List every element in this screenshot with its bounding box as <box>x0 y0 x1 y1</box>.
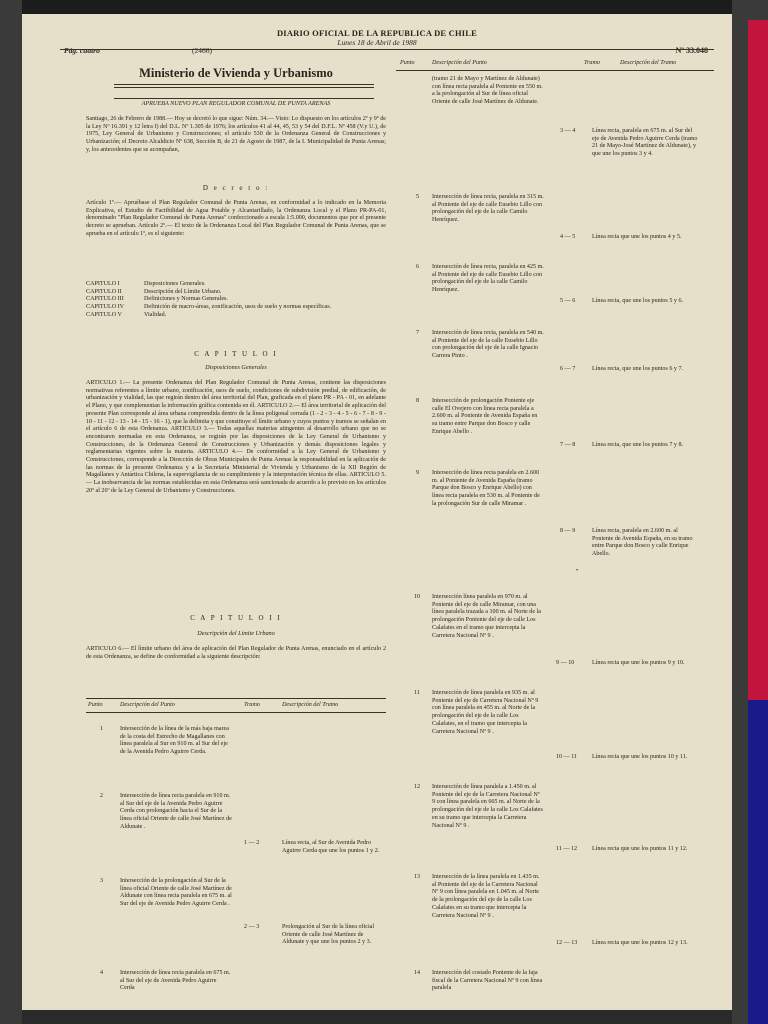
point-number: 8 <box>416 398 420 404</box>
segment-description: Línea recta, que une los puntos 5 y 6. <box>592 298 684 304</box>
point-description: Intersección de línea recta, paralela en 540 m. al Poniente del eje de la calle Eusebio Lillo con prolongación del eje de la calle Ignacio Carrera Pinto . <box>432 330 544 360</box>
segment-code: 1 — 2 <box>244 840 260 846</box>
decree-intro: Santiago, 26 de Febrero de 1988.— Hoy se decretó lo que sigue: Núm. 34.— Visto: Lo dispuesto en los artículos 2º y 9º de la Ley Nº 16.391 y 12 letra f) del D.L. Nº 1.305 de 1976; los artículos 41 al 44, 45, 53 y 54 del D.F.L. Nº 458 (V.y U.), de 1975, Ley General de Urbanismo y Construcciones; el artículo 530 de la Ordenanza General de Construcciones y Urbanización; el Decreto Alcaldicio Nº 638, Sección B, de 21 de Agosto de 1987, de la I. Municipalidad de Punta Arenas; y, los antecedentes que se acompañan, <box>86 116 386 153</box>
segment-description: Línea recta que une los puntos 11 y 12. <box>592 846 688 852</box>
segment-code: 7 — 8 <box>560 442 576 448</box>
point-number: 1 <box>100 726 104 732</box>
point-number: 13 <box>414 874 421 880</box>
ministry-title: Ministerio de Vivienda y Urbanismo <box>139 66 333 80</box>
col-desc-punto: Descripción del Punto <box>432 60 487 66</box>
point-description: Intersección del costado Poniente de la faja fiscal de la Carretera Nacional Nº 9 con línea paralela <box>432 970 543 992</box>
segment-code: 6 — 7 <box>560 366 576 372</box>
table-rule <box>86 712 386 713</box>
scan-border-left <box>0 0 22 1024</box>
point-description: Intersección de línea recta, paralela en 315 m. al Poniente del eje de calle Eusebio Lillo con prolongación del eje de la calle Camilo Henríquez. <box>432 194 544 224</box>
point-description-continued: (tramo 21 de Mayo y Martínez de Aldunate) con línea recta paralela al Poniente en 550 m. a la prolongación al Sur de línea oficial Oriente de calle José Martínez de Aldunate. <box>432 76 543 106</box>
left-column <box>86 54 386 1010</box>
chapter-1-title: C A P I T U L O I <box>194 350 278 358</box>
point-number: 12 <box>414 784 421 790</box>
article-6-text: ARTICULO 6.— El límite urbano del área de aplicación del Plan Regulador de Punta Arenas, enunciado en el artículo 2 de esta Ordenanza, se define de conformidad a la siguiente descripción: <box>86 646 386 660</box>
segment-description: Línea recta, que une los puntos 7 y 8. <box>592 442 684 448</box>
edition-code: (2466) <box>192 46 212 55</box>
col-punto: Punto <box>400 60 415 66</box>
chapter-2-subtitle: Descripción del Límite Urbano <box>197 630 275 637</box>
issue-date: Lunes 18 de Abril de 1988 <box>337 38 417 47</box>
col-punto: Punto <box>88 702 103 708</box>
point-description: Intersección línea paralela en 970 m. al Poniente del eje de calle Miramar, con una línea paralela trazada a 100 m. al Norte de la prolongación Poniente del eje de calle Los Calafates en el tramo que intercepta la Carretera Nacional Nº 9 . <box>432 594 541 639</box>
newspaper-name: DIARIO OFICIAL DE LA REPUBLICA DE CHILE <box>276 28 478 38</box>
point-description: Intersección de línea recta, paralela en 425 m. al Poniente del eje de calle Eusebio Lillo con prolongación del eje de la calle Camilo Henríquez. <box>432 264 544 294</box>
segment-code: 3 — 4 <box>560 128 576 134</box>
point-description: Intersección de la prolongación al Sur de la línea oficial Oriente de calle José Martínez de Aldunate con línea recta paralela en 675 m. al Sur del eje de Avenida Pedro Aguirre Cerda . <box>120 878 232 908</box>
col-desc-tramo: Descripción del Tramo <box>282 702 339 708</box>
binder-tab-lower <box>748 700 768 1024</box>
segment-description: Línea recta, al Sur de Avenida Pedro Aguirre Cerda que une los puntos 1 y 2. <box>282 840 380 854</box>
point-description: Intersección de la línea paralela en 1.435 m. al Poniente del eje de la Carretera Nacional Nº 9 con línea paralela en 1.045 m. al Norte de la prolongación del eje de la calle Los Calafates en su tramo que intercepta la Carretera Nacional Nº 9 . <box>432 874 540 919</box>
point-description: Intersección de línea recta paralela en 675 m. al Sur del eje de Avenida Pedro Aguirre Cerda <box>120 970 231 992</box>
point-number: 5 <box>416 194 420 200</box>
chapter-item: CAPITULO III Definiciones y Normas Generales. <box>86 296 228 303</box>
chapter-item: CAPITULO I Disposiciones Generales. <box>86 281 206 287</box>
divider <box>114 87 374 88</box>
chapter-item: CAPITULO II Descripción del Límite Urbano. <box>86 288 222 295</box>
chapter-item: CAPITULO IV Definición de macro-áreas, zonificación, usos de suelo y normas específicas. <box>86 304 332 311</box>
col-desc-tramo: Descripción del Tramo <box>620 60 677 66</box>
articles-intro: Artículo 1º.— Apruébase el Plan Regulador Comunal de Punta Arenas, en conformidad a lo indicado en la Memoria Explicativa, el Estudio de Factibilidad de Agua Potable y Alcantarillado, la Ordenanza Local y el Plano PR-PA-01, denominado "Plan Regulador Comunal de Punta Arenas" confeccionado a escala 1:5.000, documentos que por el presente decreto se aprueban. Artículo 2º.— El texto de la Ordenanza Local del Plan Regulador Comunal de Punta Arenas, que se aprueba en el artículo 1º, es el siguiente: <box>86 200 386 237</box>
col-tramo: Tramo <box>584 60 600 66</box>
point-number: 6 <box>416 264 420 270</box>
chapter-2-title: C A P I T U L O I I <box>190 614 282 622</box>
segment-code: 4 — 5 <box>560 234 576 240</box>
segment-code: 2 — 3 <box>244 924 260 930</box>
point-description: Intersección de línea paralela a 1.450 m. al Poniente del eje de la Carretera Nacional Nº 9 con línea paralela en 665 m. al Norte de la prolongación del eje de la calle Los Calafates en su tramo que intercepta la Carretera Nacional Nº 9 . <box>432 784 543 829</box>
table-rule <box>86 698 386 699</box>
col-desc-punto: Descripción del Punto <box>120 702 175 708</box>
page-label: Pág. cuatro <box>64 46 100 55</box>
divider <box>114 84 374 85</box>
masthead-divider <box>60 49 714 50</box>
chapter-1-subtitle: Disposiciones Generales <box>205 364 267 371</box>
segment-code: 10 — 11 <box>556 754 578 760</box>
segment-description: Línea recta que une los puntos 10 y 11. <box>592 754 688 760</box>
segment-description: Línea recta que une los puntos 4 y 5. <box>592 234 682 240</box>
point-description: Intersección de prolongación Poniente eje calle El Ovejero con línea recta paralela a 2.600 m. al Poniente de Avenida España en su tramo entre Parque don Bosco y calle Enrique Abello . <box>432 398 538 435</box>
segment-description: Línea recta que une los puntos 9 y 10. <box>592 660 685 666</box>
segment-description: Línea recta, paralela en 675 m. al Sur del eje de Avenida Pedro Aguirre Cerda (tramo 21 de Mayo-José Martínez de Aldunate), y que une los puntos 3 y 4. <box>592 128 698 158</box>
segment-description: Línea recta que une los puntos 12 y 13. <box>592 940 688 946</box>
chapter-list <box>86 281 386 320</box>
issue-number: Nº 33.048 <box>675 46 708 55</box>
divider <box>114 98 374 99</box>
right-column <box>396 54 714 1010</box>
chapter-item: CAPITULO V Vialidad. <box>86 311 167 318</box>
point-number: 9 <box>416 470 420 476</box>
point-description: Intersección de línea paralela en 935 m. al Poniente del eje de Carretera Nacional Nº 9 con línea paralela en 455 m. al Norte de la prolongación del eje de la calle Los Calafates, en el tramo que intercepta la Carretera Nacional Nº 9 . <box>432 690 539 735</box>
chapter-1-articles: ARTICULO 1.— La presente Ordenanza del Plan Regulador Comunal de Punta Arenas, contiene las disposiciones normativas referentes a límite urbano, zonificación, usos de suelo, condiciones de subdivisión predial, de edificación, de urbanización y vialidad, las que regirán dentro del área territorial del Plan, graficada en el plano PR - PA - 01, en adelante el Plano, y que complementan la información gráfica contenida en él. ARTICULO 2.— El área territorial de aplicación del presente Plan corresponde al área urbana comprendida dentro de la línea poligonal cerrada (1 - 2 - 3 - 4 - 5 - 6 - 7 - 8 - 9 - 10 - 11 - 12 - 13 - 14 - 15 - 16 - 1), que la delimita y que constituye el límite urbano y cuyos puntos y tramos se señalan en el artículo 6 de esta Ordenanza. ARTICULO 3.— Todas aquellas materias atingentes al desarrollo urbano que no se encontraren normadas en esta Ordenanza, se regirán por las disposiciones de la Ley General de Urbanismo y Construcciones, de la Ordenanza General de Construcciones y Urbanización y demás disposiciones legales y reglamentarias vigentes sobre la materia. ARTICULO 4.— De conformidad a la Ley General de Urbanismo y Construcciones, corresponde a la Dirección de Obras Municipales de Punta Arenas la responsabilidad en la aplicación de las normas de la presente Ordenanza y a la Secretaría Ministerial de Vivienda y Urbanismo de la XII Región de Magallanes y Antártica Chilena, la supervigilancia de su cumplimiento y la interpretación técnica de ellas. ARTICULO 5.— La inobservancia de las normas establecidas en esta Ordenanza será sancionada de acuerdo a lo previsto en los artículos 20º al 26º de la Ley General de Urbanismo y Construcciones. <box>86 380 386 494</box>
point-number: 11 <box>414 690 420 696</box>
bullet-mark: • <box>576 568 579 574</box>
newspaper-page <box>22 14 732 1010</box>
point-description: Intersección de línea recta paralela en 910 m. al Sur del eje de la Avenida Pedro Aguirre Cerda con prolongación hacia el Sur de la línea oficial Oriente de calle José Martínez de Aldunate . <box>120 793 232 830</box>
point-number: 14 <box>414 970 421 976</box>
decreto-heading: D e c r e t o : <box>202 184 270 192</box>
col-tramo: Tramo <box>244 702 260 708</box>
point-description: Intersección de línea recta paralela en 2.600 m. al Poniente de Avenida España (tramo Parque don Bosco y Enrique Abello) con línea recta paralela en 530 m. al Poniente de la prolongación Sur de calle Miramar . <box>432 470 540 507</box>
point-number: 7 <box>416 330 420 336</box>
segment-description: Línea recta, paralela en 2.600 m. al Poniente de Avenida España, en su tramo entre Parque don Bosco y calle Enrique Abello. <box>592 528 693 558</box>
segment-code: 8 — 9 <box>560 528 576 534</box>
point-number: 10 <box>414 594 421 600</box>
scan-border-top <box>0 0 768 14</box>
table-rule <box>396 70 714 71</box>
point-number: 3 <box>100 878 104 884</box>
segment-description: Prolongación al Sur de la línea oficial Oriente de calle José Martínez de Aldunate y que une los puntos 2 y 3. <box>282 924 375 946</box>
segment-code: 5 — 6 <box>560 298 576 304</box>
segment-code: 12 — 13 <box>556 940 578 946</box>
segment-code: 9 — 10 <box>556 660 575 666</box>
decree-headline: APRUEBA NUEVO PLAN REGULADOR COMUNAL DE PUNTA ARENAS <box>141 100 331 107</box>
point-number: 4 <box>100 970 104 976</box>
segment-description: Línea recta, que une los puntos 6 y 7. <box>592 366 684 372</box>
point-description: Intersección de la línea de la más baja marea de la costa del Estrecho de Magallanes con línea paralela al Sur en 910 m. al Sur del eje de la Avenida Pedro Aguirre Cerda. <box>120 726 229 756</box>
segment-code: 11 — 12 <box>556 846 578 852</box>
point-number: 2 <box>100 793 104 799</box>
